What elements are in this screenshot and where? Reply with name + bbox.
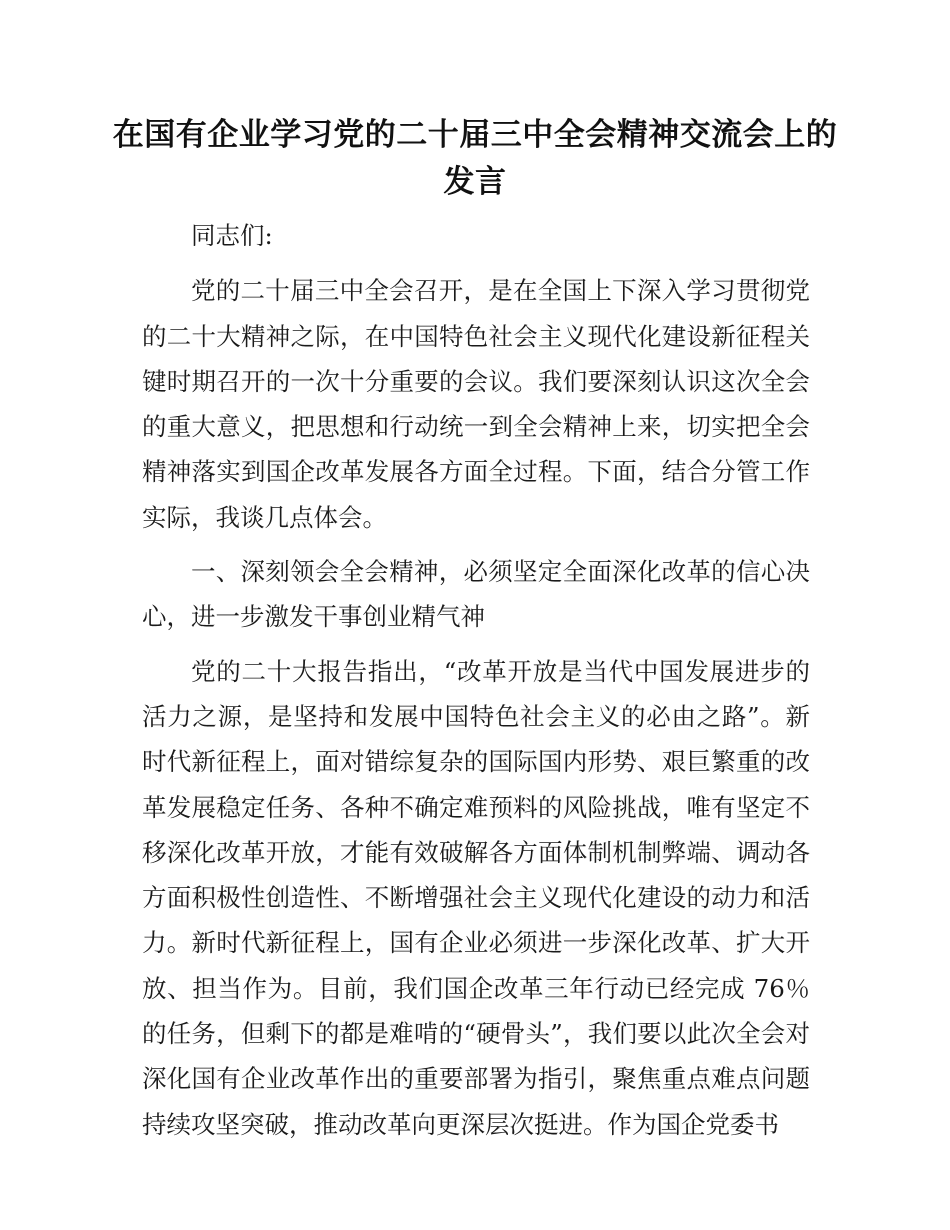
intro-paragraph: 党的二十届三中全会召开，是在全国上下深入学习贯彻党的二十大精神之际，在中国特色社会主义现代化建设新征程关键时期召开的一次十分重要的会议。我们要深刻认识这次全会的重大意义，把思想和行动统一到全会精神上来，切实把全会精神落实到国企改革发展各方面全过程。下面，结合分管工作实际，我谈几点体会。 — [142, 276, 810, 532]
document-title: 在国有企业学习党的二十届三中全会精神交流会上的发言 — [112, 117, 838, 200]
document-body — [142, 213, 810, 1156]
section-heading-1: 一、深刻领会全会精神，必须坚定全面深化改革的信心决心，进一步激发干事创业精气神 — [142, 557, 810, 632]
greeting-paragraph: 同志们: — [191, 221, 273, 250]
section-1-paragraph: 党的二十大报告指出，“改革开放是当代中国发展进步的活力之源，是坚持和发展中国特色社会主义的必由之路”。新时代新征程上，面对错综复杂的国际国内形势、艰巨繁重的改革发展稳定任务、各种不确定难预料的风险挑战，唯有坚定不移深化改革开放，才能有效破解各方面体制机制弊端、调动各方面积极性创造性、不断增强社会主义现代化建设的动力和活力。新时代新征程上，国有企业必须进一步深化改革、扩大开放、担当作为。目前，我们国企改革三年行动已经完成 76％的任务，但剩下的都是难啃的“硬骨头”，我们要以此次全会对深化国有企业改革作出的重要部署为指引，聚焦重点难点问题持续攻坚突破，推动改革向更深层次挺进。作为国企党委书 — [142, 656, 810, 1139]
